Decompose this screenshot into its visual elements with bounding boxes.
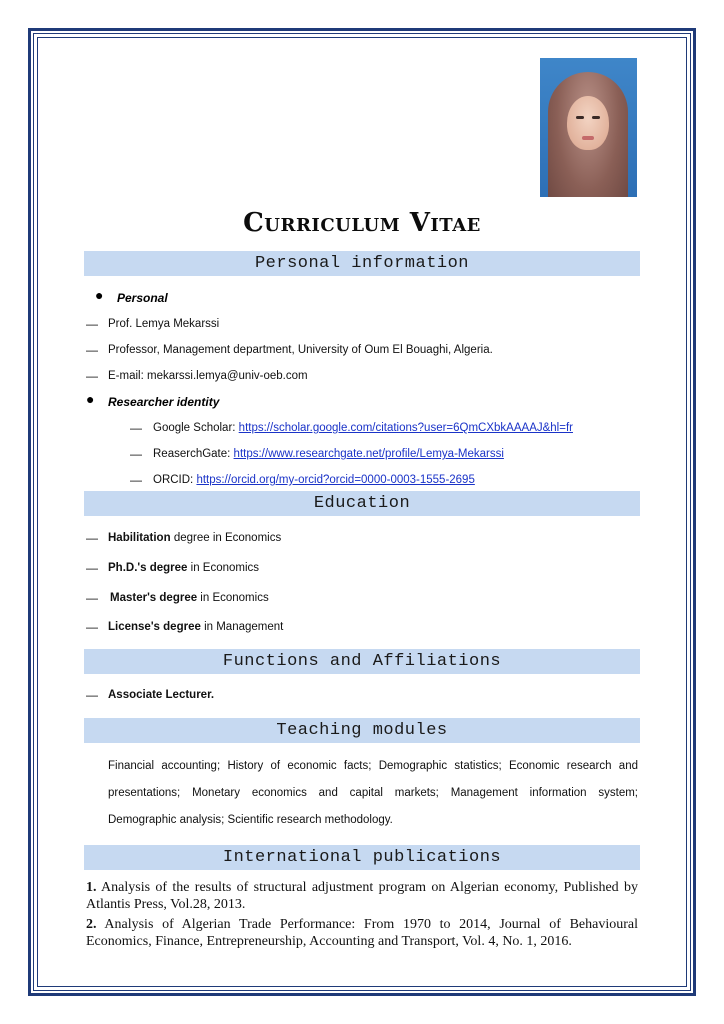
education-item: Habilitation degree in Economics [108, 532, 282, 544]
dash-icon: — [86, 343, 98, 357]
bullet-icon: ● [86, 393, 95, 408]
education-item: License's degree in Management [108, 621, 284, 633]
section-functions: Functions and Affiliations [84, 649, 640, 674]
dash-icon: — [130, 421, 142, 435]
teaching-modules: Financial accounting; History of economic facts; Demographic statistics; Economic research and presentations; Monetary economics and capital markets; Management information system; Demographic analysis; Scientific research methodology. [108, 760, 638, 826]
personal-email-line [108, 370, 308, 382]
researcher-google-scholar [153, 422, 573, 434]
dash-icon: — [130, 447, 142, 461]
orcid-link[interactable]: https://orcid.org/my-orcid?orcid=0000-0003-1555-2695 [196, 474, 475, 486]
dash-icon: — [86, 688, 98, 702]
personal-heading: Personal [117, 291, 168, 305]
section-teaching: Teaching modules [84, 718, 640, 743]
dash-icon: — [86, 369, 98, 383]
publication-item: 2. Analysis of Algerian Trade Performance: From 1970 to 2014, Journal of Behavioural Economics, Finance, Entrepreneurship, Accounting and Transport, Vol. 4, No. 1, 2016. [86, 917, 638, 949]
function-item: Associate Lecturer. [108, 689, 215, 701]
dash-icon: — [86, 561, 98, 575]
researcher-orcid [153, 474, 475, 486]
orcid-label: ORCID: [153, 474, 197, 486]
personal-position: Professor, Management department, University of Oum El Bouaghi, Algeria. [108, 344, 493, 356]
email-label: E-mail: [108, 370, 147, 382]
google-scholar-label: Google Scholar: [153, 422, 239, 434]
dash-icon: — [86, 620, 98, 634]
profile-photo [540, 58, 637, 197]
researchgate-label: ReaserchGate: [153, 448, 234, 460]
section-personal-information: Personal information [84, 251, 640, 276]
education-item: Ph.D.'s degree in Economics [108, 562, 260, 574]
section-publications: International publications [84, 845, 640, 870]
publication-item: 1. Analysis of the results of structural adjustment program on Algerian economy, Published by Atlantis Press, Vol.28, 2013. [86, 880, 638, 912]
section-education: Education [84, 491, 640, 516]
dash-icon: — [130, 473, 142, 487]
researcher-heading: Researcher identity [108, 395, 220, 409]
dash-icon: — [86, 591, 98, 605]
researchgate-link[interactable]: https://www.researchgate.net/profile/Lemya-Mekarssi [233, 448, 504, 460]
google-scholar-link[interactable]: https://scholar.google.com/citations?user=6QmCXbkAAAAJ&hl=fr [238, 422, 573, 434]
researcher-researchgate [153, 448, 504, 460]
bullet-icon: ● [95, 289, 104, 304]
email-address[interactable]: mekarssi.lemya@univ-oeb.com [146, 370, 308, 382]
cv-title: Curriculum Vitae [243, 208, 481, 238]
dash-icon: — [86, 531, 98, 545]
personal-name: Prof. Lemya Mekarssi [108, 318, 220, 330]
dash-icon: — [86, 317, 98, 331]
education-item: Master's degree in Economics [110, 592, 269, 604]
